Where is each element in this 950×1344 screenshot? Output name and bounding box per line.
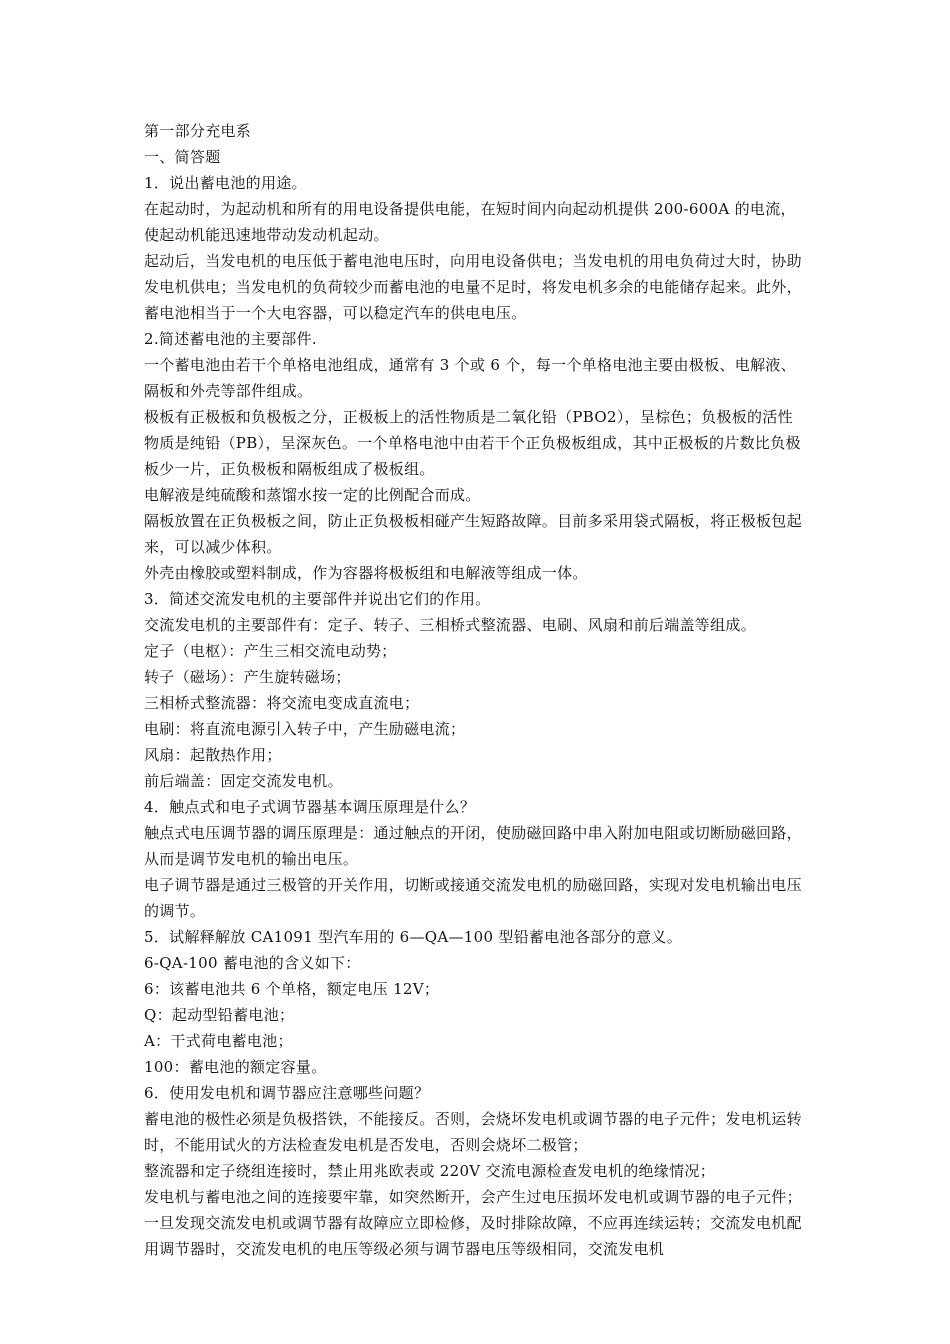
answer-paragraph: 隔板放置在正负极板之间，防止正负极板相碰产生短路故障。目前多采用袋式隔板，将正极板包起来，可以减少体积。 <box>144 512 802 556</box>
question-5: 5．试解释解放 CA1091 型汽车用的 6—QA—100 型铅蓄电池各部分的意义。 <box>144 928 683 946</box>
answer-paragraph: 极板有正极板和负极板之分，正极板上的活性物质是二氧化铅（PBO2），呈棕色；负极板的活性物质是纯铅（PB），呈深灰色。一个单格电池中由若干个正负极板组成，其中正极板的片数比负极板少一片，正负极板和隔板组成了极板组。 <box>144 408 801 478</box>
answer-paragraph: 电解液是纯硫酸和蒸馏水按一定的比例配合而成。 <box>144 486 481 504</box>
answer-item: 转子（磁场）：产生旋转磁场； <box>144 668 351 686</box>
answer-paragraph: 蓄电池的极性必须是负极搭铁，不能接反。否则，会烧坏发电机或调节器的电子元件；发电机运转时，不能用试火的方法检查发电机是否发电，否则会烧坏二极管； <box>144 1110 802 1154</box>
answer-item: 电刷：将直流电源引入转子中，产生励磁电流； <box>144 720 466 738</box>
answer-paragraph: 起动后，当发电机的电压低于蓄电池电压时，向用电设备供电；当发电机的用电负荷过大时，协助发电机供电；当发电机的负荷较少而蓄电池的电量不足时，将发电机多余的电能储存起来。此外，蓄电池相当于一个大电容器，可以稳定汽车的供电电压。 <box>144 252 802 322</box>
answer-item: A：干式荷电蓄电池； <box>144 1032 293 1050</box>
answer-item: 前后端盖：固定交流发电机。 <box>144 772 343 790</box>
question-2: 2.简述蓄电池的主要部件. <box>144 330 317 348</box>
question-3: 3．简述交流发电机的主要部件并说出它们的作用。 <box>144 590 491 608</box>
answer-item: 定子（电枢）：产生三相交流电动势； <box>144 642 397 660</box>
question-6: 6．使用发电机和调节器应注意哪些问题？ <box>144 1084 430 1102</box>
answer-paragraph: 发电机与蓄电池之间的连接要牢靠，如突然断开，会产生过电压损坏发电机或调节器的电子元件；一旦发现交流发电机或调节器有故障应立即检修，及时排除故障，不应再连续运转；交流发电机配用调节器时，交流发电机的电压等级必须与调节器电压等级相同，交流发电机 <box>144 1188 802 1258</box>
document-body <box>144 118 808 1262</box>
answer-item: 100：蓄电池的额定容量。 <box>144 1058 327 1076</box>
answer-paragraph: 电子调节器是通过三极管的开关作用，切断或接通交流发电机的励磁回路，实现对发电机输出电压的调节。 <box>144 876 802 920</box>
question-4: 4．触点式和电子式调节器基本调压原理是什么？ <box>144 798 476 816</box>
section-title: 第一部分充电系 <box>144 122 252 140</box>
answer-paragraph: 一个蓄电池由若干个单格电池组成，通常有 3 个或 6 个，每一个单格电池主要由极板、电解液、隔板和外壳等部件组成。 <box>144 356 796 400</box>
answer-item: Q：起动型铅蓄电池； <box>144 1006 295 1024</box>
answer-paragraph: 整流器和定子绕组连接时，禁止用兆欧表或 220V 交流电源检查发电机的绝缘情况； <box>144 1162 716 1180</box>
subsection-heading: 一、简答题 <box>144 148 221 166</box>
answer-paragraph: 外壳由橡胶或塑料制成，作为容器将极板组和电解液等组成一体。 <box>144 564 588 582</box>
answer-item: 风扇：起散热作用； <box>144 746 282 764</box>
question-1: 1．说出蓄电池的用途。 <box>144 174 307 192</box>
answer-item: 6：该蓄电池共 6 个单格，额定电压 12V； <box>144 980 440 998</box>
answer-paragraph: 交流发电机的主要部件有：定子、转子、三相桥式整流器、电刷、风扇和前后端盖等组成。 <box>144 616 757 634</box>
answer-paragraph: 触点式电压调节器的调压原理是：通过触点的开闭，使励磁回路中串入附加电阻或切断励磁回路，从而是调节发电机的输出电压。 <box>144 824 802 868</box>
answer-paragraph: 6-QA-100 蓄电池的含义如下： <box>144 954 361 972</box>
answer-paragraph: 在起动时，为起动机和所有的用电设备提供电能，在短时间内向起动机提供 200-600A 的电流，使起动机能迅速地带动发动机起动。 <box>144 200 796 244</box>
answer-item: 三相桥式整流器：将交流电变成直流电； <box>144 694 420 712</box>
